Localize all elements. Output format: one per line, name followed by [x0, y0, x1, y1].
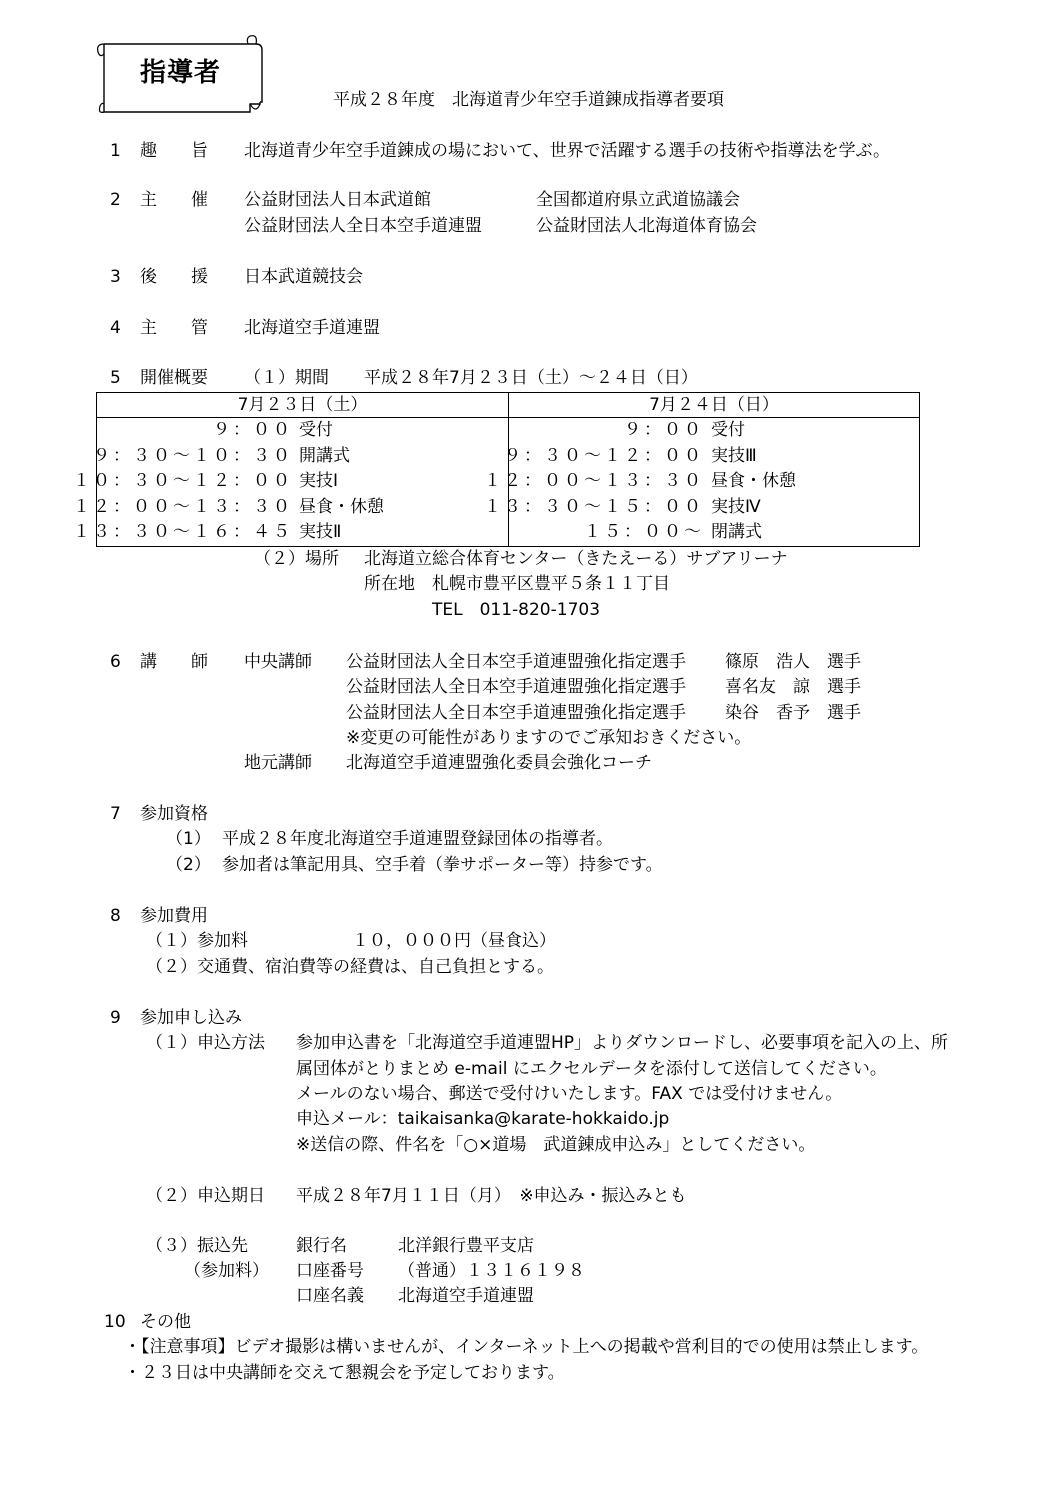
s2-org1: 公益財団法人日本武道館 [244, 190, 431, 210]
schedule-time: ９：３０～１２：００ [504, 445, 704, 466]
s7-item2: 参加者は筆記用具、空手着（拳サポーター等）持参です。 [222, 855, 663, 875]
s9-bank-name-label: 銀行名 [296, 1236, 347, 1256]
s1-text: 北海道青少年空手道錬成の場において、世界で活躍する選手の技術や指導法を学ぶ。 [244, 141, 890, 161]
s10-note2: ・２３日は中央講師を交えて懇親会を予定しております。 [124, 1363, 565, 1383]
s1-number: 1 [110, 141, 121, 161]
schedule-time: ９：００ [213, 420, 293, 440]
s6-label: 講 師 [140, 652, 208, 672]
schedule-event: 実技Ⅱ [299, 522, 342, 542]
s10-number: 10 [104, 1312, 126, 1332]
s3-text: 日本武道競技会 [244, 267, 363, 287]
instructor-org: 公益財団法人全日本空手道連盟強化指定選手 [346, 703, 686, 723]
s2-org4: 公益財団法人北海道体育協会 [536, 216, 757, 236]
s2-org2: 全国都道府県立武道協議会 [536, 190, 740, 210]
s1-label: 趣 旨 [140, 141, 208, 161]
schedule-row [509, 520, 919, 546]
s7-number: 7 [110, 804, 121, 824]
s8-label: 参加費用 [140, 906, 208, 926]
s7-label: 参加資格 [140, 804, 208, 824]
s10-label: その他 [140, 1312, 191, 1332]
schedule-row [93, 444, 508, 470]
s6-central-label: 中央講師 [244, 652, 312, 672]
s9-bank-sub: （参加料） [184, 1261, 269, 1281]
s9-holder-label: 口座名義 [296, 1286, 364, 1306]
schedule-table [73, 392, 920, 547]
s9-method-line5: ※送信の際、件名を「○×道場 武道錬成申込み」としてください。 [296, 1135, 816, 1155]
s5-period-label: （１）期間 [244, 368, 329, 388]
schedule-row [73, 495, 508, 521]
s5-place: 北海道立総合体育センター（きたえーる）サブアリーナ [364, 549, 788, 569]
s9-method-line2: 属団体がとりまとめ e-mail にエクセルデータを添付して送信してください。 [296, 1059, 887, 1079]
schedule-event: 受付 [711, 420, 745, 440]
schedule-event: 実技Ⅰ [299, 471, 339, 491]
s9-email: 申込メール：taikaisanka@karate-hokkaido.jp [296, 1109, 670, 1129]
s6-number: 6 [110, 652, 121, 672]
schedule-row [509, 418, 919, 444]
schedule-row [484, 495, 919, 521]
schedule-row [97, 418, 508, 444]
s8-fee-label: （１）参加料 [146, 931, 248, 951]
s9-account: （普通）１３１６１９８ [398, 1261, 585, 1281]
schedule-row [73, 520, 508, 546]
s9-method-line3: メールのない場合、郵送で受付けいたします。FAX では受付けません。 [296, 1084, 843, 1104]
schedule-event: 昼食・休憩 [711, 471, 796, 491]
schedule-event: 受付 [299, 420, 333, 440]
schedule-time: １５：００～ [584, 522, 704, 542]
s10-note1: ・【注意事項】ビデオ撮影は構いませんが、インターネット上への掲載や営利目的での使用は禁止します。 [124, 1337, 929, 1357]
instructor-org: 公益財団法人全日本空手道連盟強化指定選手 [346, 652, 686, 672]
tag-label: 指導者 [140, 58, 222, 88]
s9-method-line1: 参加申込書を「北海道空手道連盟HP」よりダウンロードし、必要事項を記入の上、所 [296, 1033, 949, 1053]
s7-item1: 平成２８年度北海道空手道連盟登録団体の指導者。 [222, 829, 613, 849]
schedule-event: 実技Ⅳ [711, 496, 761, 517]
s3-number: 3 [110, 267, 121, 287]
schedule-event: 閉講式 [711, 522, 762, 542]
s9-deadline: 平成２８年7月１１日（月） ※申込み・振込みとも [296, 1186, 687, 1206]
schedule-time: １２：００～１３：３０ [73, 496, 293, 517]
s9-bank-name: 北洋銀行豊平支店 [398, 1236, 534, 1256]
s8-number: 8 [110, 906, 121, 926]
s2-org3: 公益財団法人全日本空手道連盟 [244, 216, 482, 236]
s9-number: 9 [110, 1008, 121, 1028]
schedule-time: ９：３０～１０：３０ [93, 445, 293, 466]
schedule-time: ９：００ [624, 420, 704, 440]
schedule-event: 実技Ⅲ [711, 445, 757, 466]
s5-label: 開催概要 [140, 368, 208, 388]
schedule-time: １３：３０～１５：００ [484, 496, 704, 517]
s9-method-label: （１）申込方法 [146, 1033, 265, 1053]
document-title: 平成２８年度 北海道青少年空手道錬成指導者要項 [333, 90, 724, 110]
s5-address: 所在地 札幌市豊平区豊平５条１１丁目 [364, 574, 670, 594]
s2-label: 主 催 [140, 190, 208, 210]
schedule-time: １３：３０～１６：４５ [73, 522, 293, 542]
schedule-row [484, 469, 919, 495]
s5-place-label: （２）場所 [254, 549, 339, 569]
instructor-org: 公益財団法人全日本空手道連盟強化指定選手 [346, 677, 686, 697]
schedule-row [504, 444, 919, 470]
s4-number: 4 [110, 318, 121, 338]
instructor-name: 篠原 浩人 選手 [725, 652, 861, 672]
s6-note: ※変更の可能性がありますのでご承知おきください。 [346, 728, 752, 748]
schedule-row [73, 469, 508, 495]
day2-header: 7月２４日（日） [509, 393, 920, 418]
schedule-event: 昼食・休憩 [299, 496, 384, 517]
s9-account-label: 口座番号 [296, 1261, 364, 1281]
schedule-event: 開講式 [299, 445, 350, 466]
day2-schedule [484, 418, 920, 547]
day1-header: 7月２３日（土） [97, 393, 509, 418]
s6-local: 北海道空手道連盟強化委員会強化コーチ [346, 753, 652, 773]
s9-bank-label: （３）振込先 [146, 1236, 248, 1256]
s7-item2-number: （2） [166, 855, 211, 875]
s8-fee: １０，０００円（昼食込） [352, 931, 556, 951]
s8-other: （２）交通費、宿泊費等の経費は、自己負担とする。 [146, 957, 554, 977]
s2-number: 2 [110, 190, 121, 210]
s9-deadline-label: （２）申込期日 [146, 1186, 265, 1206]
schedule-time: １０：３０～１２：００ [73, 471, 293, 491]
s3-label: 後 援 [140, 267, 208, 287]
day1-schedule [73, 418, 509, 547]
s7-item1-number: （1） [166, 829, 211, 849]
s4-text: 北海道空手道連盟 [244, 318, 380, 338]
s9-label: 参加申し込み [140, 1008, 242, 1028]
s5-tel: TEL 011-820-1703 [432, 600, 601, 620]
instructor-name: 染谷 香予 選手 [725, 703, 861, 723]
s9-holder: 北海道空手道連盟 [398, 1286, 534, 1306]
schedule-time: １２：００～１３：３０ [484, 471, 704, 491]
s4-label: 主 管 [140, 318, 208, 338]
s5-number: 5 [110, 368, 121, 388]
instructor-name: 喜名友 諒 選手 [725, 677, 861, 697]
s6-local-label: 地元講師 [244, 753, 312, 773]
s5-period: 平成２８年7月２３日（土）～２４日（日） [364, 368, 698, 388]
